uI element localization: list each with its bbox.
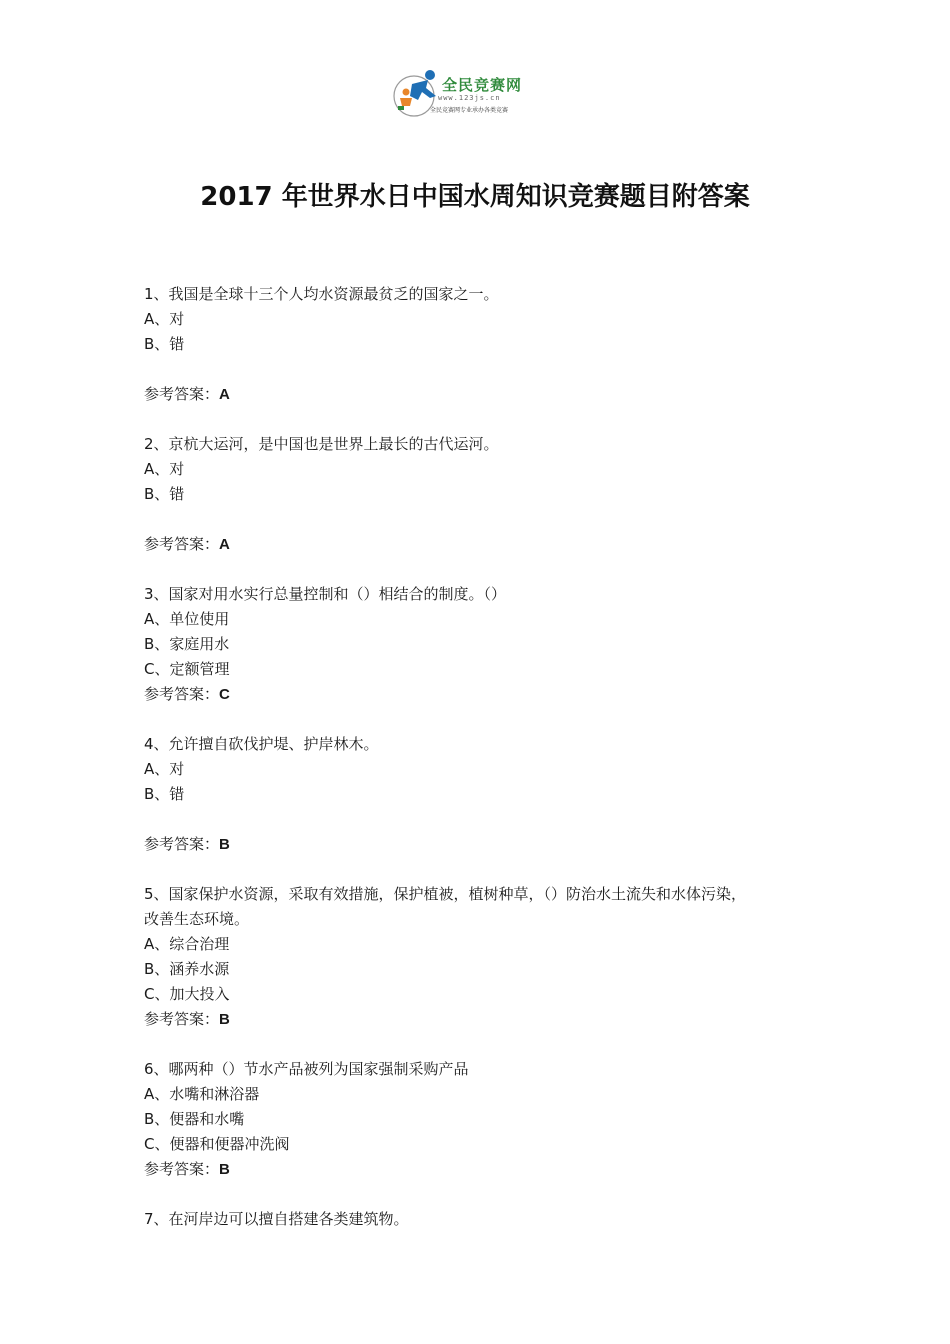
answer-option: A、对 bbox=[144, 760, 185, 778]
answer-option: C、便器和便器冲洗阀 bbox=[144, 1135, 290, 1153]
answer-option: B、涵养水源 bbox=[144, 960, 230, 978]
question-item bbox=[144, 882, 834, 1032]
reference-answer bbox=[144, 532, 834, 557]
answer-label: 参考答案： bbox=[144, 835, 220, 853]
reference-answer bbox=[144, 1007, 834, 1032]
question-list bbox=[144, 282, 834, 1232]
spacer bbox=[144, 507, 834, 532]
logo-url: www.123js.cn bbox=[438, 94, 501, 102]
question-item bbox=[144, 282, 834, 407]
question-item bbox=[144, 432, 834, 557]
question-text: 2、京杭大运河，是中国也是世界上最长的古代运河。 bbox=[144, 435, 499, 453]
reference-answer bbox=[144, 1157, 834, 1182]
answer-option: B、便器和水嘴 bbox=[144, 1110, 245, 1128]
answer-option: B、家庭用水 bbox=[144, 635, 230, 653]
question-item bbox=[144, 1207, 834, 1232]
answer-value: B bbox=[219, 1011, 230, 1028]
answer-option: B、错 bbox=[144, 785, 185, 803]
reference-answer bbox=[144, 382, 834, 407]
answer-value: B bbox=[219, 836, 230, 853]
question-item bbox=[144, 1057, 834, 1182]
logo-slogan: 全民竞赛网专业承办各类竞赛 bbox=[430, 107, 509, 114]
document-title: 2017 年世界水日中国水周知识竞赛题目附答案 bbox=[200, 182, 750, 212]
reference-answer bbox=[144, 682, 834, 707]
answer-option: A、对 bbox=[144, 460, 185, 478]
answer-option: C、加大投入 bbox=[144, 985, 230, 1003]
question-text: 1、我国是全球十三个人均水资源最贫乏的国家之一。 bbox=[144, 285, 499, 303]
answer-option: A、对 bbox=[144, 310, 185, 328]
answer-label: 参考答案： bbox=[144, 1160, 220, 1178]
question-text: 3、国家对用水实行总量控制和（）相结合的制度。（） bbox=[144, 585, 507, 603]
answer-value: A bbox=[219, 386, 230, 403]
question-text: 6、哪两种（）节水产品被列为国家强制采购产品 bbox=[144, 1060, 469, 1078]
spacer bbox=[144, 357, 834, 382]
question-item bbox=[144, 732, 834, 857]
answer-label: 参考答案： bbox=[144, 685, 220, 703]
logo-name: 全民竞赛网 bbox=[442, 76, 523, 94]
answer-label: 参考答案： bbox=[144, 385, 220, 403]
question-text: 5、国家保护水资源，采取有效措施，保护植被，植树种草，（）防治水土流失和水体污染， bbox=[144, 885, 747, 903]
question-text: 4、允许擅自砍伐护堤、护岸林木。 bbox=[144, 735, 379, 753]
answer-label: 参考答案： bbox=[144, 1010, 220, 1028]
answer-value: A bbox=[219, 536, 230, 553]
answer-option: B、错 bbox=[144, 485, 185, 503]
answer-option: B、错 bbox=[144, 335, 185, 353]
answer-label: 参考答案： bbox=[144, 535, 220, 553]
answer-value: B bbox=[219, 1161, 230, 1178]
answer-option: A、综合治理 bbox=[144, 935, 230, 953]
reference-answer bbox=[144, 832, 834, 857]
answer-option: C、定额管理 bbox=[144, 660, 230, 678]
site-logo bbox=[392, 66, 540, 120]
answer-value: C bbox=[219, 686, 230, 703]
question-text: 7、在河岸边可以擅自搭建各类建筑物。 bbox=[144, 1210, 409, 1228]
spacer bbox=[144, 807, 834, 832]
answer-option: A、单位使用 bbox=[144, 610, 230, 628]
question-item bbox=[144, 582, 834, 707]
answer-option: A、水嘴和淋浴器 bbox=[144, 1085, 260, 1103]
question-text-continued: 改善生态环境。 bbox=[144, 910, 250, 928]
